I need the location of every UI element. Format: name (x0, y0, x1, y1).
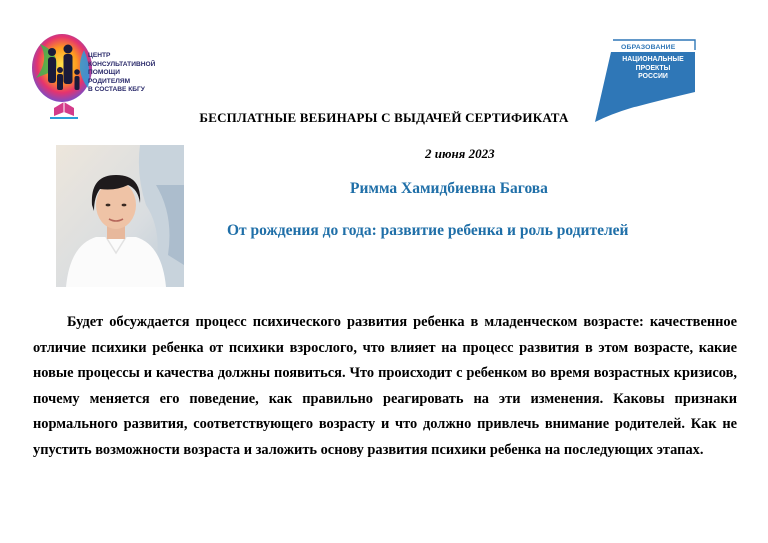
center-logo-line: РОДИТЕЛЯМ (88, 77, 131, 85)
webinar-topic: От рождения до года: развитие ребенка и роль родителей (227, 222, 629, 239)
education-label: ОБРАЗОВАНИЕ (621, 44, 676, 51)
speaker-name: Римма Хамидбиевна Багова (350, 180, 548, 197)
national-projects-text (615, 56, 691, 82)
center-logo-line: КОНСУЛЬТАТИВНОЙ (88, 60, 156, 68)
national-projects-line: РОССИИ (638, 73, 668, 81)
center-logo-text (88, 52, 172, 95)
national-projects-line: ПРОЕКТЫ (635, 64, 671, 72)
center-logo-line: ЦЕНТР (88, 52, 111, 59)
center-logo-line: ПОМОЩИ (88, 69, 120, 77)
webinar-description: Будет обсуждается процесс психического развития ребенка в младенческом возрасте: качественное отличие психики ребенка от психики взрослого, что влияет на процесс развития в этом возрасте, какие новые процессы и качества должны появиться. Что происходит с ребенком во время возрастных кризисов, почему меняется его поведение, как правильно реагировать на эти изменения. Каковы признаки нормального развития, соответствующего возрасту и что должно привлечь внимание родителей. Как не упустить возможности возраста и заложить основу развития психики ребенка на последующих этапах. (33, 314, 737, 458)
event-date: 2 июня 2023 (425, 146, 495, 161)
page-title (0, 110, 768, 126)
national-projects-line: НАЦИОНАЛЬНЫЕ (622, 56, 684, 63)
speaker-portrait-icon (56, 145, 184, 287)
page-title-text: БЕСПЛАТНЫЕ ВЕБИНАРЫ С ВЫДАЧЕЙ СЕРТИФИКАТА (199, 110, 569, 125)
center-logo-line: В СОСТАВЕ КБГУ (88, 86, 145, 94)
speaker-photo (56, 145, 184, 287)
